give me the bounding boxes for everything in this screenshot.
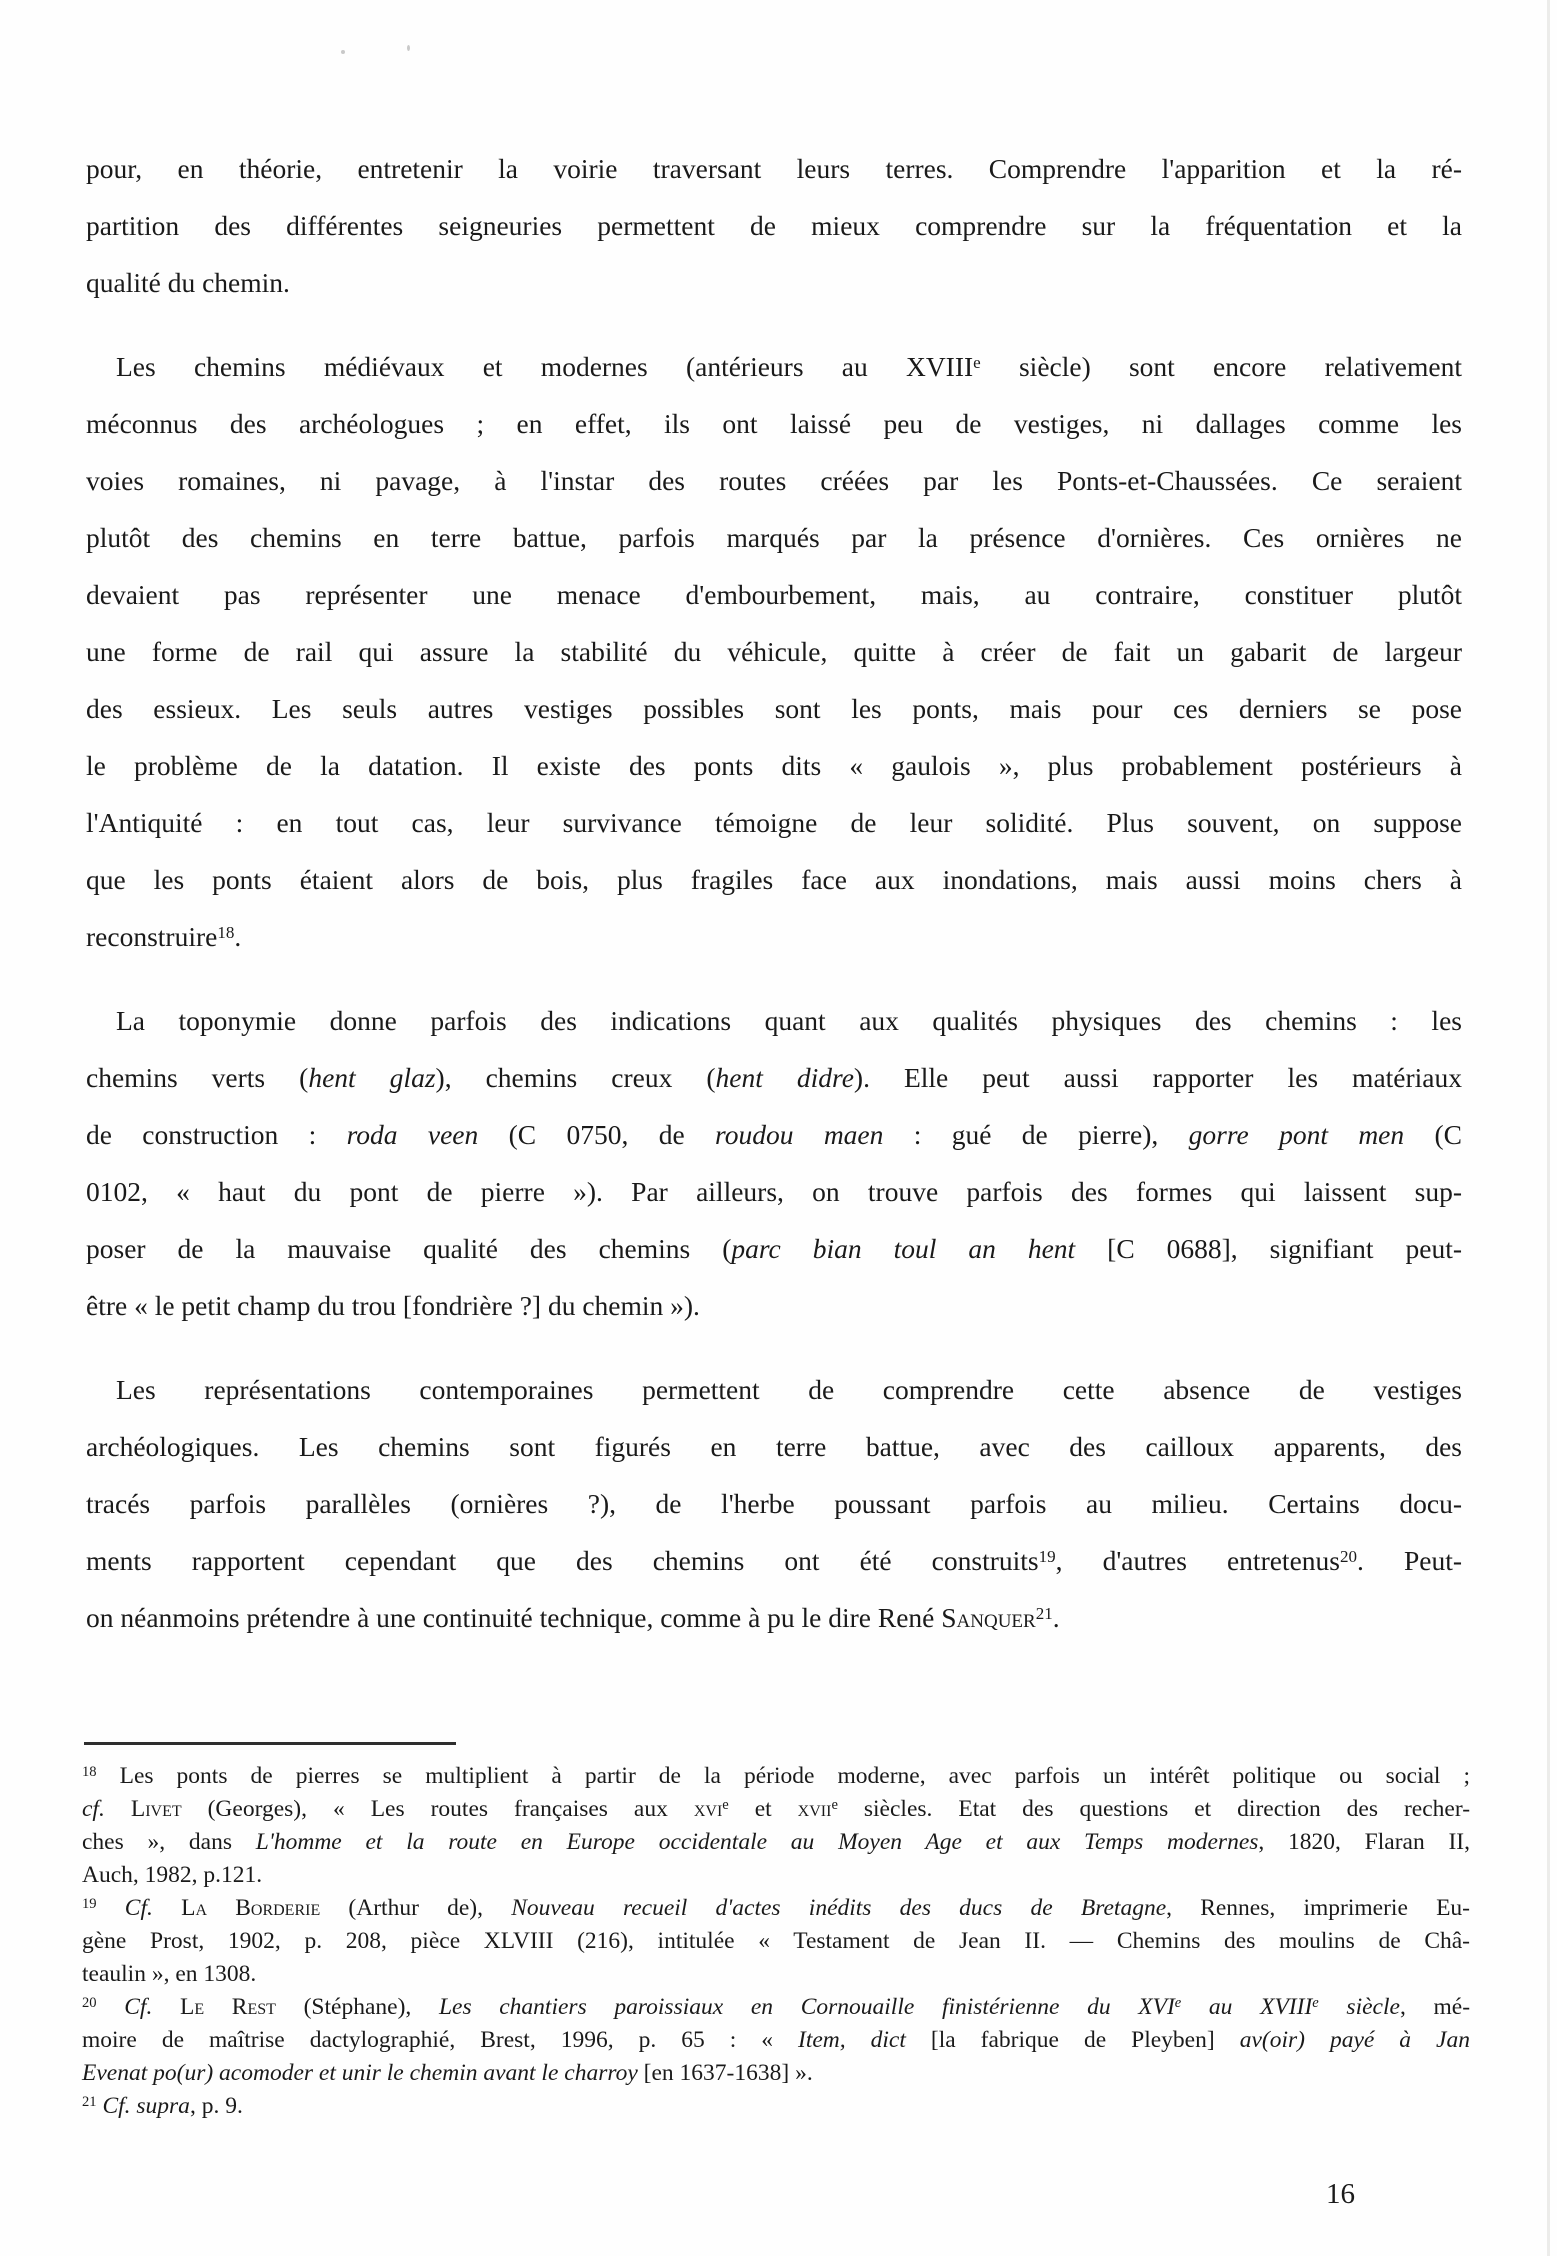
text-run-i: L'homme et la route en Europe occidentale au Moyen Age et aux Temps modernes (255, 1829, 1259, 1855)
text-run-sup: 19 (82, 1896, 97, 1913)
text-line (86, 1418, 1462, 1475)
text-run: , mé- (1399, 1994, 1471, 2020)
text-line (86, 1532, 1462, 1589)
text-run: qualité du chemin. (86, 267, 290, 298)
text-run: B (207, 1895, 251, 1921)
page-number: 16 (1326, 2178, 1355, 2210)
text-line (86, 623, 1462, 680)
text-run: (Arthur de), (320, 1895, 512, 1921)
text-run-i: Cf. (124, 1994, 153, 2020)
text-line (86, 1361, 1462, 1418)
text-run-isup: e (1312, 1995, 1319, 2012)
text-run-i: au XVIII (1181, 1994, 1313, 2020)
text-run-i: Evenat po(ur) acomoder et unir le chemin avant le charroy (82, 2060, 638, 2086)
text-line (82, 1991, 1470, 2024)
text-line (86, 1589, 1462, 1646)
text-run: . Peut- (1357, 1545, 1462, 1576)
scan-edge-shadow (1547, 0, 1550, 2256)
text-line (86, 1106, 1462, 1163)
text-run: ments rapportent cependant que des chemins ont été construits (86, 1545, 1039, 1576)
text-line (86, 794, 1462, 851)
text-run-sup: 21 (82, 2094, 97, 2111)
text-run: ). Elle peut aussi rapporter les matériaux (853, 1062, 1462, 1093)
text-run: on néanmoins prétendre à une continuité technique, comme à pu le dire René S (86, 1602, 957, 1633)
text-run-sup: 20 (82, 1995, 97, 2012)
text-run: chemins verts ( (86, 1062, 309, 1093)
text-run: Les représentations contemporaines permettent de comprendre cette absence de vestiges (116, 1374, 1462, 1405)
text-run-i: parc bian toul an hent (731, 1233, 1076, 1264)
text-run: siècles. Etat des questions et direction des recher- (837, 1796, 1471, 1822)
text-run: reconstruire (86, 921, 218, 952)
text-run-i: hent glaz (308, 1062, 436, 1093)
text-run-i: hent didre (715, 1062, 854, 1093)
text-run: Auch, 1982, p.121. (82, 1862, 263, 1888)
text-run: Les chemins médiévaux et modernes (antérieurs au XVIII (116, 351, 974, 382)
text-run: (C (1404, 1119, 1462, 1150)
text-run: poser de la mauvaise qualité des chemins ( (86, 1233, 732, 1264)
text-run: devaient pas représenter une menace d'embourbement, mais, au contraire, constituer plutôt (86, 579, 1462, 610)
text-line (86, 851, 1462, 908)
text-run: Les ponts de pierres se multiplient à partir de la période moderne, avec parfois un intérêt politique ou social ; (96, 1763, 1470, 1789)
text-run: [la fabrique de Pleyben] (905, 2027, 1240, 2053)
text-run-i: Les chantiers paroissiaux en Cornouaille finistérienne du XVI (438, 1994, 1175, 2020)
footnote-separator-rule (84, 1742, 456, 1745)
text-run-i: Cf. supra (102, 2093, 190, 2119)
text-run-sc: xvi (693, 1796, 723, 1822)
text-run-sc: orderie (250, 1895, 321, 1921)
text-run: des essieux. Les seuls autres vestiges possibles sont les ponts, mais pour ces derniers se pose (86, 693, 1462, 724)
text-run: le problème de la datation. Il existe des ponts dits « gaulois », plus probablement postérieurs à (86, 750, 1462, 781)
paragraph-4 (86, 1361, 1462, 1646)
text-line (86, 908, 1462, 965)
text-run: teaulin », en 1308. (82, 1961, 257, 1987)
footnote-20 (82, 1991, 1470, 2090)
text-run: , p. 9. (189, 2093, 243, 2119)
text-run-i: roda veen (346, 1119, 479, 1150)
text-run-sup: 21 (1035, 1603, 1053, 1623)
text-line (82, 1859, 1470, 1892)
text-line (82, 1958, 1470, 1991)
text-run-i: Nouveau recueil d'actes inédits des ducs de Bretagne (511, 1895, 1167, 1921)
text-run: L (152, 1895, 196, 1921)
text-run (97, 1895, 125, 1921)
text-line (82, 2057, 1470, 2090)
text-run: méconnus des archéologues ; en effet, ils ont laissé peu de vestiges, ni dallages comme les (86, 408, 1462, 439)
text-line (86, 1475, 1462, 1532)
text-run-sc: anquer (956, 1602, 1036, 1633)
text-run: L (104, 1796, 146, 1822)
text-line (82, 1793, 1470, 1826)
text-run: gène Prost, 1902, p. 208, pièce XLVIII (216), intitulée « Testament de Jean II. — Chemins des moulins de Châ- (82, 1928, 1470, 1954)
text-run-i: av(oir) payé à Jan (1239, 2027, 1470, 2053)
text-run: (Georges), « Les routes françaises aux (181, 1796, 694, 1822)
text-run: ches », dans (82, 1829, 256, 1855)
text-run: , d'autres entretenus (1055, 1545, 1340, 1576)
paragraph-1 (86, 140, 1462, 311)
text-run: archéologiques. Les chemins sont figurés en terre battue, avec des cailloux apparents, des (86, 1431, 1462, 1462)
text-run-sup: 18 (82, 1764, 97, 1781)
text-run-i: roudou maen (715, 1119, 884, 1150)
text-run: La toponymie donne parfois des indications quant aux qualités physiques des chemins : les (116, 1005, 1462, 1036)
text-line (86, 395, 1462, 452)
text-line (86, 254, 1462, 311)
text-run-sc: ivet (145, 1796, 182, 1822)
text-run: pour, en théorie, entretenir la voirie traversant leurs terres. Comprendre l'apparition et la ré- (86, 153, 1462, 184)
text-line (82, 1892, 1470, 1925)
text-line (86, 1163, 1462, 1220)
text-line (86, 338, 1462, 395)
text-run: , 1820, Flaran II, (1258, 1829, 1470, 1855)
text-run: siècle) sont encore relativement (980, 351, 1463, 382)
text-run: être « le petit champ du trou [fondrière ?] du chemin »). (86, 1290, 700, 1321)
scan-speck (341, 50, 345, 54)
text-run-isup: e (1174, 1995, 1182, 2012)
text-line (82, 2024, 1470, 2057)
text-line (82, 2090, 1470, 2123)
text-run-sup: 18 (217, 922, 235, 942)
text-run: et (728, 1796, 798, 1822)
text-line (86, 140, 1462, 197)
text-run-i: Cf. (124, 1895, 153, 1921)
text-line (86, 992, 1462, 1049)
text-run: 0102, « haut du pont de pierre »). Par ailleurs, on trouve parfois des formes qui laissent sup- (86, 1176, 1462, 1207)
text-line (86, 737, 1462, 794)
text-line (86, 452, 1462, 509)
text-run-sup: e (722, 1797, 729, 1814)
text-line (86, 1277, 1462, 1334)
text-run-sup: 20 (1340, 1546, 1358, 1566)
text-run-i: cf. (82, 1796, 105, 1822)
page-body (86, 140, 1462, 1646)
paragraph-2 (86, 338, 1462, 965)
footnotes-block (82, 1760, 1470, 2123)
text-run: (Stéphane), (275, 1994, 439, 2020)
text-line (86, 1220, 1462, 1277)
scan-speck (407, 45, 410, 51)
text-run: tracés parfois parallèles (ornières ?), de l'herbe poussant parfois au milieu. Certains docu- (86, 1488, 1462, 1519)
text-run: que les ponts étaient alors de bois, plus fragiles face aux inondations, mais aussi moins chers à (86, 864, 1462, 895)
text-line (82, 1826, 1470, 1859)
text-run: [en 1637-1638] ». (637, 2060, 813, 2086)
text-line (86, 197, 1462, 254)
text-run: , Rennes, imprimerie Eu- (1166, 1895, 1471, 1921)
text-run-i: gorre pont men (1188, 1119, 1405, 1150)
paragraph-3 (86, 992, 1462, 1334)
footnote-19 (82, 1892, 1470, 1991)
text-run: (C 0750, de (478, 1119, 716, 1150)
text-run: . (234, 921, 242, 952)
text-run-sc: est (247, 1994, 276, 2020)
text-run: de construction : (86, 1119, 347, 1150)
text-run-sup: e (973, 352, 981, 372)
text-run: L (152, 1994, 195, 2020)
text-run: voies romaines, ni pavage, à l'instar des routes créées par les Ponts-et-Chaussées. Ce seraient (86, 465, 1462, 496)
text-run: plutôt des chemins en terre battue, parfois marqués par la présence d'ornières. Ces ornières ne (86, 522, 1462, 553)
text-run: . (1052, 1602, 1060, 1633)
text-run-sc: e (194, 1994, 205, 2020)
text-run: R (204, 1994, 248, 2020)
text-run: moire de maîtrise dactylographié, Brest, 1996, p. 65 : « (82, 2027, 798, 2053)
text-line (86, 1049, 1462, 1106)
text-run: ), chemins creux ( (435, 1062, 716, 1093)
text-run: partition des différentes seigneuries permettent de mieux comprendre sur la fréquentation et la (86, 210, 1462, 241)
text-run-sup: e (831, 1797, 838, 1814)
text-line (82, 1925, 1470, 1958)
text-run: : gué de pierre), (883, 1119, 1189, 1150)
text-line (86, 509, 1462, 566)
text-run-sup: 19 (1038, 1546, 1056, 1566)
text-run-i: siècle (1318, 1994, 1400, 2020)
text-line (86, 566, 1462, 623)
text-run-sc: xvii (797, 1796, 832, 1822)
text-line (82, 1760, 1470, 1793)
text-line (86, 680, 1462, 737)
footnote-21 (82, 2090, 1470, 2123)
text-run: [C 0688], signifiant peut- (1075, 1233, 1463, 1264)
text-run (97, 1994, 125, 2020)
text-run: l'Antiquité : en tout cas, leur survivance témoigne de leur solidité. Plus souvent, on suppose (86, 807, 1462, 838)
text-run-sc: a (195, 1895, 207, 1921)
text-run: une forme de rail qui assure la stabilité du véhicule, quitte à créer de fait un gabarit de largeur (86, 636, 1462, 667)
text-run-i: Item, dict (798, 2027, 906, 2053)
footnote-18 (82, 1760, 1470, 1892)
